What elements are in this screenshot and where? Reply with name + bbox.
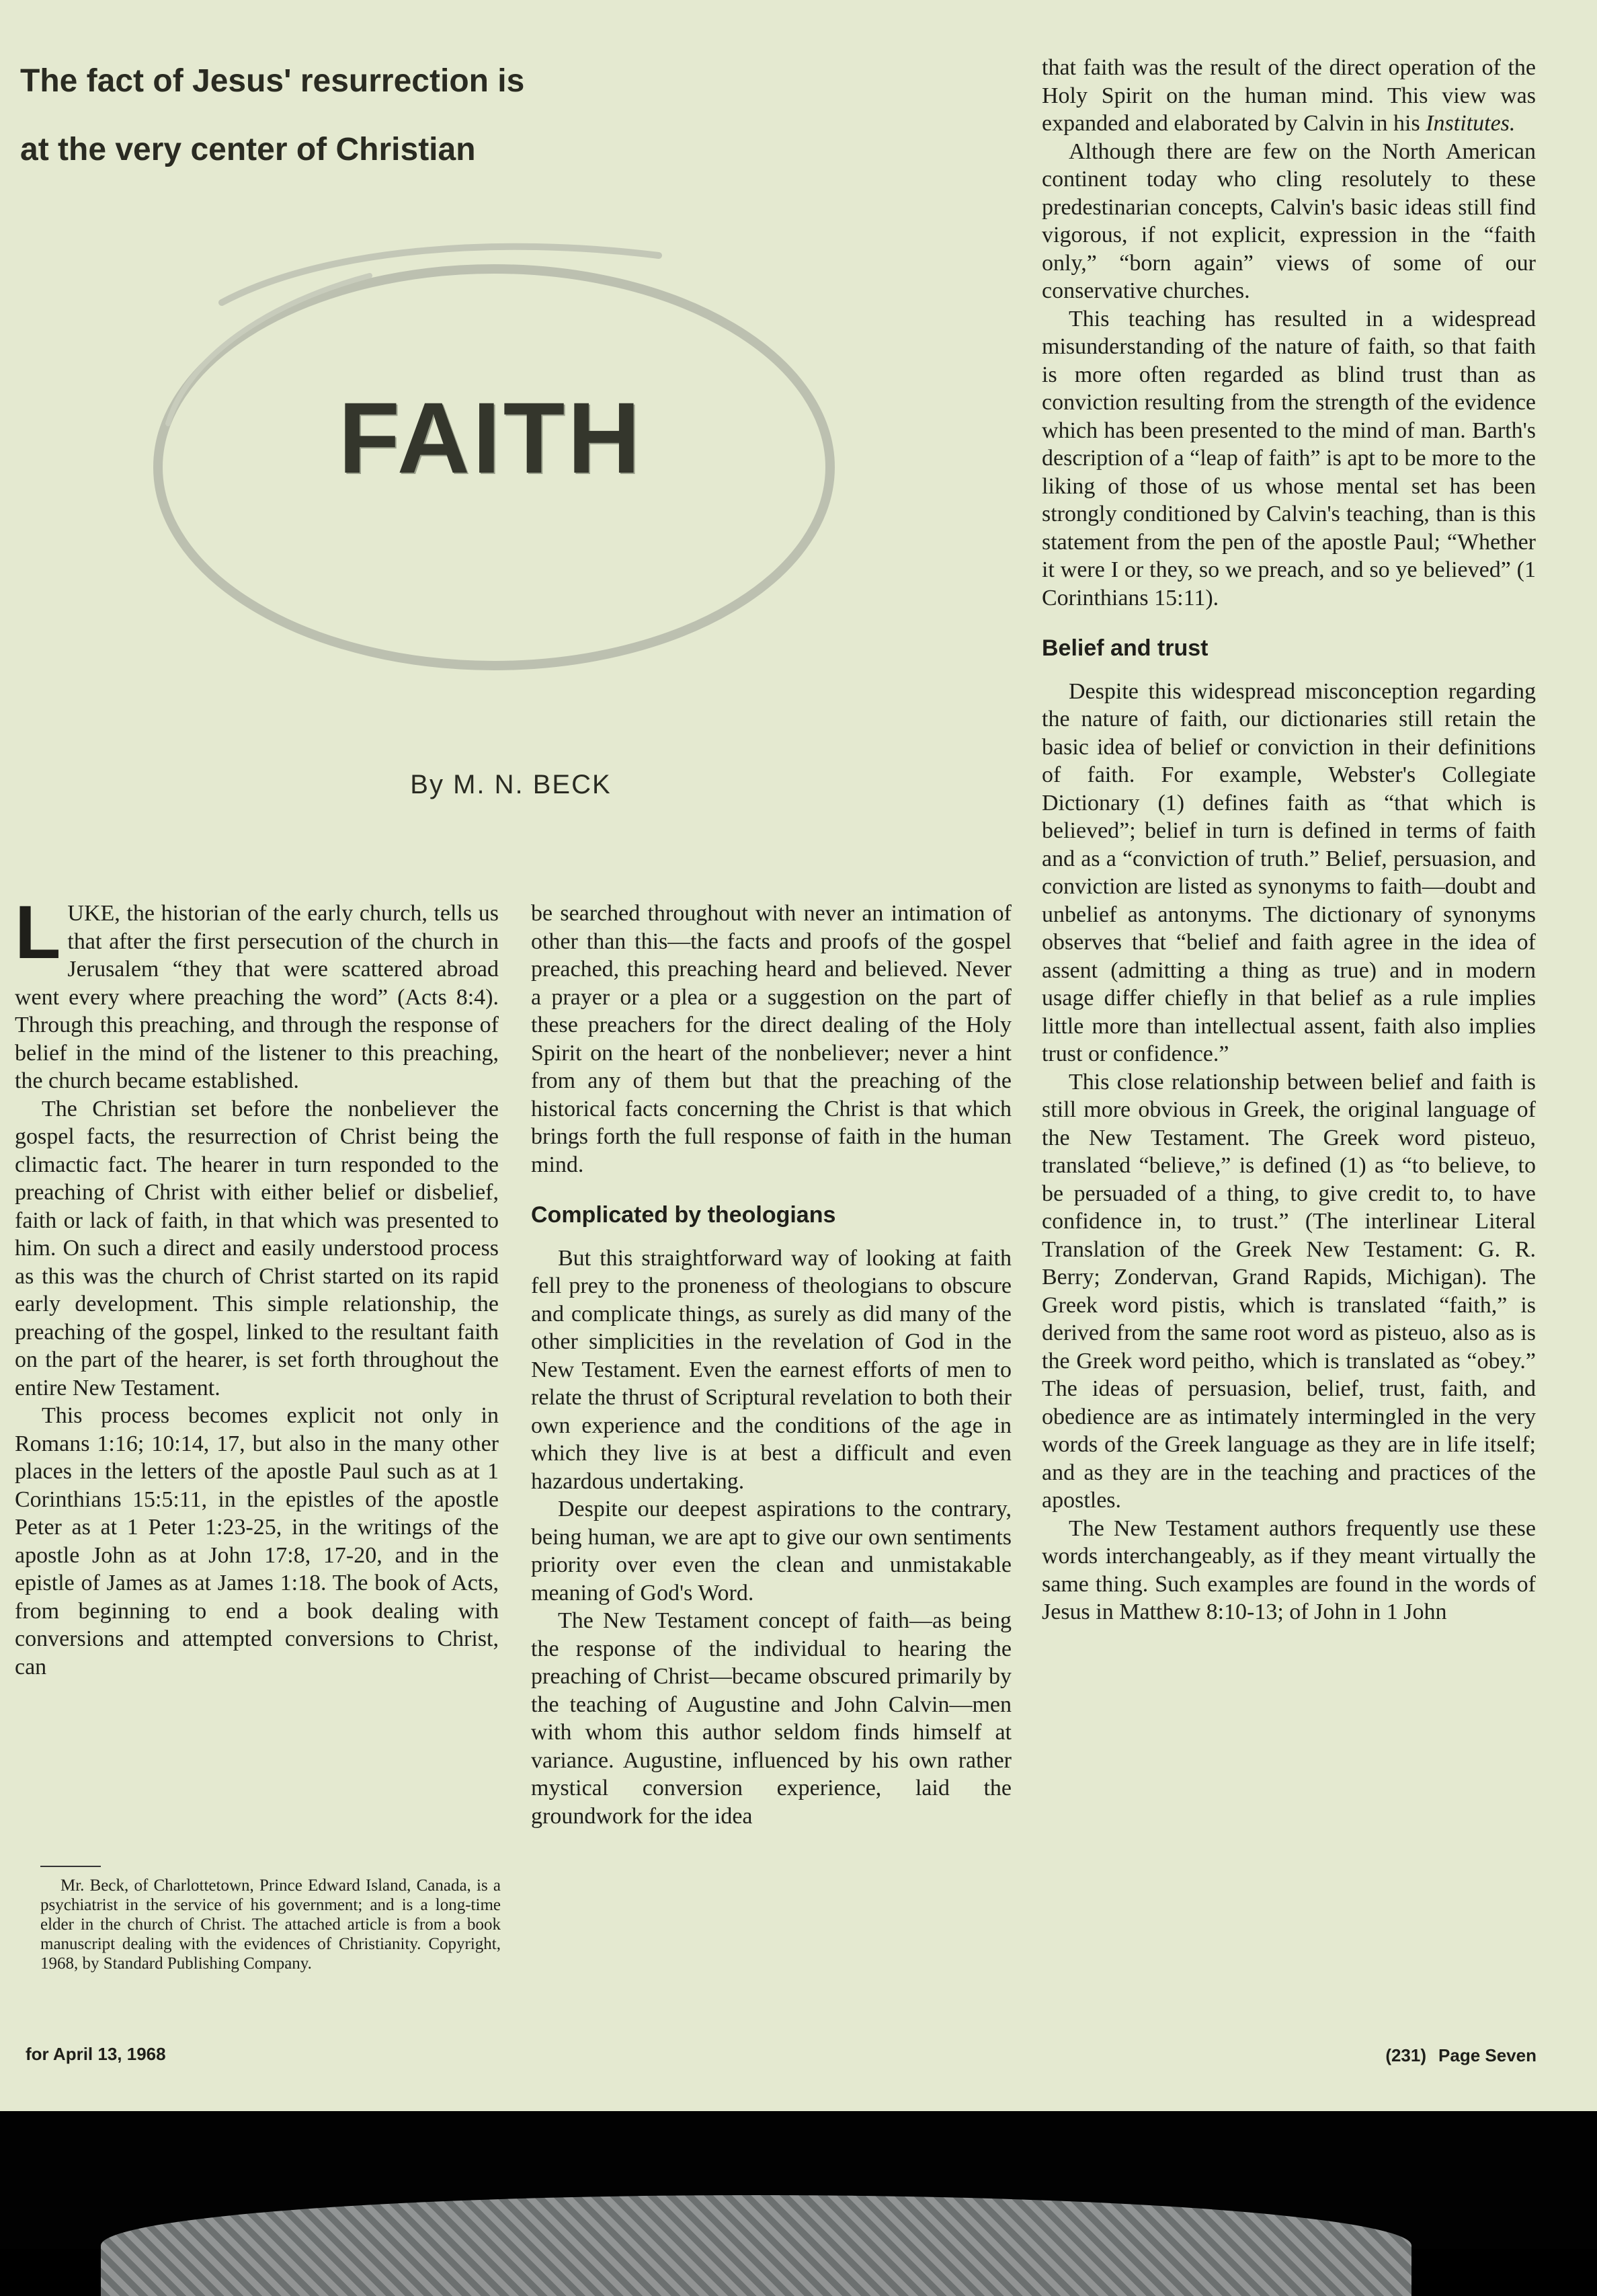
author-footnote: Mr. Beck, of Charlottetown, Prince Edward Island, Canada, is a psychiatrist in the service of his government; and is a long-time elder in the church of Christ. The attached article is from a book manuscript dealing with the evidences of Christianity. Copyright, 1968, by Standard Publishing Company.	[40, 1876, 501, 1973]
col3-paragraph-4: Despite this widespread misconception regarding the nature of faith, our dictionaries still retain the basic idea of belief or conviction in their definitions of faith. For example, Webster's Collegiate Dictionary (1) defines faith as “that which is believed”; belief in turn is defined in terms of faith and as a “conviction of truth.” Belief, persuasion, and conviction are listed as synonyms to faith—doubt and unbelief as antonyms. The dictionary of synonyms observes that “belief and faith agree in the idea of assent (admitting a thing as true) and in modern usage differ chiefly in that belief as a rule implies little more than intellectual assent, faith also implies trust or confidence.”	[1042, 678, 1536, 1066]
col3-paragraph-2: Although there are few on the North American continent today who cling resolutely to these predestinarian concepts, Calvin's basic ideas still find vigorous, if not explicit, expression in the “faith only,” “born again” views of some of our conservative churches.	[1042, 138, 1536, 303]
col1-paragraph-2: The Christian set before the nonbeliever the gospel facts, the resurrection of Christ being the climactic fact. The hearer in turn responded to the preaching of Christ with either belief or disbelief, faith or lack of faith, in that which was presented to him. On such a direct and easily understood process as this was the church of Christ started on its rapid early development. This simple relationship, the preaching of the gospel, linked to the resultant faith on the part of the hearer, is set forth throughout the entire New Testament.	[15, 1096, 499, 1400]
col3-paragraph-6: The New Testament authors frequently use these words interchangeably, as if they meant virtually the same thing. Such examples are found in the words of Jesus in Matthew 8:10-13; of John in 1 John	[1042, 1515, 1536, 1624]
subhead-complicated-by-theologians: Complicated by theologians	[531, 1202, 836, 1228]
headline-line-2: at the very center of Christian	[20, 132, 476, 167]
col1-paragraph-1	[15, 890, 499, 1095]
col1-paragraph-3: This process becomes explicit not only in Romans 1:16; 10:14, 17, but also in the many other places in the letters of the apostle Paul such as at 1 Corinthians 15:5:11, in the epistles of the apostle Peter as at 1 Peter 1:23-25, in the writings of the apostle John as at John 17:8, 17-20, and in the epistle of James as at James 1:18. The book of Acts, from beginning to end a book dealing with conversions and attempted conversions to Christ, can	[15, 1403, 499, 1679]
col3-paragraph-5: This close relationship between belief and faith is still more obvious in Greek, the original language of the New Testament. The Greek word pisteuo, translated “believe,” is defined (1) as “to believe, to be persuaded of a thing, to give credit to, to have confidence in, to trust.” (The interlinear Literal Translation of the Greek New Testament: G. R. Berry; Zondervan, Grand Rapids, Michigan). The Greek word pistis, which is translated “faith,” is derived from the same root word as pisteuo, also as is the Greek word peitho, which is translated as “obey.” The ideas of persuasion, belief, trust, faith, and obedience are as intimately intermingled in the very words of the Greek language as they are in life itself; and as they are in the teaching and practices of the apostles.	[1042, 1069, 1536, 1513]
column-3	[1042, 54, 1536, 1626]
page-number-folio	[1373, 2045, 1537, 2066]
col2-paragraph-2: But this straightforward way of looking at faith fell prey to the proneness of theologians to obscure and complicate things, as surely as did many of the other simplicities in the revelation of God in the New Testament. Even the earnest efforts of men to relate the thrust of Scriptural revelation to both their own experience and the conditions of the age in which they live is at best a difficult and even hazardous undertaking.	[531, 1245, 1012, 1494]
headline-line-1: The fact of Jesus' resurrection is	[20, 63, 525, 99]
col1-paragraph-1-text: UKE, the historian of the early church, tells us that after the first persecution of the church in Jerusalem “they that were scattered abroad went every where preaching the word” (Acts 8:4). Through this preaching, and through the response of belief in the mind of the listener to this preaching, the church became established.	[15, 901, 499, 1093]
col3-paragraph-1-text: that faith was the result of the direct operation of the Holy Spirit on the human mind. This view was expanded and elaborated by Calvin in his	[1042, 55, 1536, 136]
article-title: FAITH	[338, 381, 643, 494]
byline: By M. N. BECK	[410, 770, 612, 799]
col3-paragraph-1	[1042, 54, 1536, 138]
col2-paragraph-4: The New Testament concept of faith—as being the response of the individual to hearing the preaching of Christ—became obscured primarily by the teaching of Augustine and John Calvin—men with whom this author seldom finds himself at variance. Augustine, influenced by his own rather mystical conversion experience, laid the groundwork for the idea	[531, 1608, 1012, 1829]
page-label: Page Seven	[1438, 2045, 1537, 2065]
col3-paragraph-3: This teaching has resulted in a widespread misunderstanding of the nature of faith, so that faith is more often regarded as blind trust than as conviction resulting from the strength of the evidence which has been presented to the mind of man. Barth's description of a “leap of faith” is apt to be more to the liking of those of us whose mental set has been strongly conditioned by Calvin's teaching, than is this statement from the pen of the apostle Paul; “Whether it were I or they, so we preach, and so ye believed” (1 Corinthians 15:11).	[1042, 306, 1536, 610]
column-2	[531, 900, 1012, 1830]
headline	[20, 47, 625, 184]
col2-paragraph-3: Despite our deepest aspirations to the contrary, being human, we are apt to give our own sentiments priority over even the clean and unmistakable meaning of God's Word.	[531, 1497, 1012, 1606]
drop-cap: L	[15, 890, 61, 974]
institutes-title: Institutes.	[1426, 111, 1516, 136]
issue-page-number: (231)	[1385, 2045, 1427, 2065]
issue-date-folio: for April 13, 1968	[26, 2044, 166, 2064]
col2-paragraph-1: be searched throughout with never an intimation of other than this—the facts and proofs of the gospel preached, this preaching heard and believed. Never a prayer or a plea or a suggestion on the part of these preachers for the direct dealing of the Holy Spirit on the heart of the nonbeliever; never a hint from any of them but that the preaching of the historical facts concerning the Christ is that which brings forth the full response of faith in the human mind.	[531, 901, 1012, 1177]
footnote-divider	[40, 1866, 101, 1867]
subhead-belief-and-trust: Belief and trust	[1042, 635, 1209, 661]
fabric-edge	[101, 2195, 1411, 2296]
column-1	[15, 890, 499, 1681]
